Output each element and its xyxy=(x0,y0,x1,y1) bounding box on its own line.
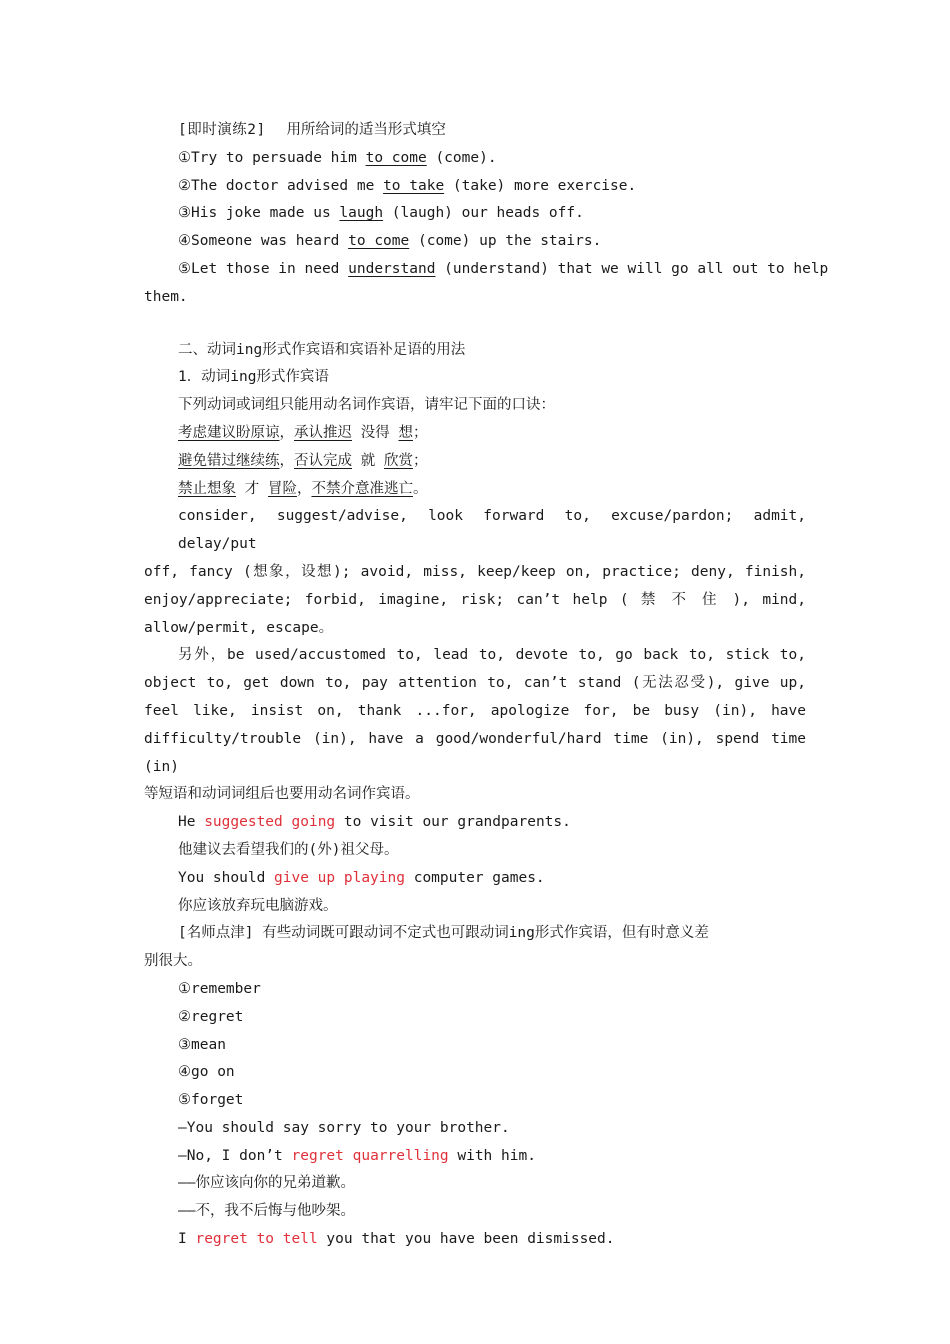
phrases-paragraph-line: object to, get down to, pay attention to, can’t stand (无法忍受), give up, xyxy=(144,675,806,692)
dialog-line xyxy=(144,1170,806,1198)
item-text: (come). xyxy=(426,149,497,166)
example-translation: 你应该放弃玩电脑游戏。 xyxy=(178,897,338,914)
rhyme-phrase: 冒险 xyxy=(267,480,297,497)
verb-list-item: ④go on xyxy=(178,1064,235,1081)
phrases-paragraph-line: 另外，be used/accustomed to, lead to, devote to, go back to, stick to, xyxy=(178,647,806,664)
item-text: (take) more exercise. xyxy=(444,177,637,194)
rhyme-sep: ， xyxy=(279,424,294,441)
verb-list-item: ①remember xyxy=(178,980,261,997)
rhyme-phrase: 欣赏 xyxy=(383,452,413,469)
item-text: (come) up the stairs. xyxy=(409,233,602,250)
practice-item-5 xyxy=(144,256,829,284)
verb-list-item: ②regret xyxy=(178,1008,244,1025)
verbs-paragraph-line: enjoy/appreciate; forbid, imagine, risk; can’t help ( 禁 不 住 ), mind, xyxy=(144,591,806,608)
rhyme-phrase: 想 xyxy=(398,424,413,441)
item-answer: understand xyxy=(348,260,436,277)
item-answer: to come xyxy=(365,149,427,166)
verb-list-item: ⑤forget xyxy=(178,1092,244,1109)
dialog-highlight: regret quarrelling xyxy=(291,1147,449,1164)
item-text: (understand) that we will go all out to help xyxy=(435,260,829,277)
practice-item-5-cont: them. xyxy=(144,288,188,305)
example-text: to visit our grandparents. xyxy=(335,814,571,831)
phrases-paragraph-line: feel like, insist on, thank ...for, apologize for, be busy (in), have xyxy=(144,702,806,719)
phrases-paragraph-line: difficulty/trouble (in), have a good/wonderful/hard time (in), spend time (in) xyxy=(144,730,806,775)
rhyme-sep: ， xyxy=(296,480,312,497)
verb-list-item: ③mean xyxy=(178,1036,226,1053)
intro-text: 下列动词或词组只能用动名词作宾语，请牢记下面的口诀： xyxy=(178,397,555,414)
tip-line-cont: 别很大。 xyxy=(144,953,202,970)
practice-item-2 xyxy=(144,173,806,201)
example-text: You should xyxy=(178,869,275,886)
dialog-text: —You should say sorry to your brother. xyxy=(178,1119,510,1136)
dialog-text: ——你应该向你的兄弟道歉。 xyxy=(178,1175,355,1192)
verbs-paragraph-line: allow/permit, escape。 xyxy=(144,619,334,636)
dialog-line xyxy=(144,1226,806,1254)
rhyme-phrase: 不禁介意准逃亡 xyxy=(311,480,413,497)
item-number: ① xyxy=(178,149,191,166)
practice-item-1 xyxy=(144,145,806,173)
item-text: The doctor advised me xyxy=(191,177,384,194)
document-page xyxy=(144,117,829,1254)
dialog-text: —No, I don’t xyxy=(178,1147,292,1164)
rhyme-phrase: 禁止想象 xyxy=(178,480,236,497)
verbs-paragraph-line: off, fancy (想象，设想); avoid, miss, keep/keep on, practice; deny, finish, xyxy=(144,563,806,580)
dialog-text: you that you have been dismissed. xyxy=(317,1231,615,1248)
rhyme-sep: 没得 xyxy=(352,424,399,441)
item-text: His joke made us xyxy=(191,205,340,222)
example-sentence xyxy=(144,865,806,893)
dialog-text: with him. xyxy=(448,1147,536,1164)
rhyme-phrase: 考虑建议盼原谅 xyxy=(178,424,280,441)
example-highlight: give up playing xyxy=(274,869,405,886)
verbs-paragraph-line: consider, suggest/advise, look forward to, excuse/pardon; admit, delay/put xyxy=(178,508,806,553)
rhyme-phrase: 承认推迟 xyxy=(294,424,352,441)
rhyme-sep: ； xyxy=(412,452,428,469)
practice-tag: [即时演练2] xyxy=(178,122,266,138)
rhyme-phrase: 避免错过继续练 xyxy=(178,452,280,469)
tip-tag: [名师点津] xyxy=(178,925,254,942)
item-number: ② xyxy=(178,177,191,194)
dialog-line xyxy=(144,1143,806,1171)
rhyme-line xyxy=(144,448,806,476)
dialog-line xyxy=(144,1198,806,1226)
practice-item-3 xyxy=(144,200,806,228)
tip-line xyxy=(144,920,806,948)
section-heading: 二、动词ing形式作宾语和宾语补足语的用法 xyxy=(178,341,466,358)
example-highlight: suggested going xyxy=(204,814,336,831)
item-text: (laugh) our heads off. xyxy=(383,205,584,222)
dialog-highlight: regret to tell xyxy=(195,1231,318,1248)
item-number: ③ xyxy=(178,205,191,222)
rhyme-sep: 。 xyxy=(412,480,428,497)
dialog-text: I xyxy=(178,1231,196,1248)
dialog-line xyxy=(144,1115,806,1143)
rhyme-sep: 才 xyxy=(236,480,268,497)
dialog-text: ——不，我不后悔与他吵架。 xyxy=(178,1203,355,1220)
rhyme-line xyxy=(144,420,806,448)
item-text: Try to persuade him xyxy=(191,149,366,166)
item-text: Someone was heard xyxy=(191,233,349,250)
rhyme-sep: ， xyxy=(279,452,294,469)
subsection-heading: 1．动词ing形式作宾语 xyxy=(178,369,329,386)
example-text: He xyxy=(178,814,205,831)
example-translation: 他建议去看望我们的(外)祖父母。 xyxy=(178,841,399,858)
item-answer: laugh xyxy=(339,205,384,222)
tip-text: 有些动词既可跟动词不定式也可跟动词ing形式作宾语，但有时意义差 xyxy=(253,925,709,942)
item-answer: to take xyxy=(383,177,445,194)
practice-header xyxy=(144,117,806,145)
item-number: ⑤ xyxy=(178,260,191,277)
rhyme-sep: ； xyxy=(412,424,428,441)
example-text: computer games. xyxy=(404,869,545,886)
item-text: Let those in need xyxy=(191,260,349,277)
rhyme-line xyxy=(144,476,806,504)
item-answer: to come xyxy=(348,233,410,250)
rhyme-phrase: 否认完成 xyxy=(294,452,352,469)
practice-item-4 xyxy=(144,228,806,256)
phrases-paragraph-line: 等短语和动词词组后也要用动名词作宾语。 xyxy=(144,786,420,803)
item-number: ④ xyxy=(178,233,191,250)
practice-instruction: 用所给词的适当形式填空 xyxy=(286,122,446,138)
rhyme-sep: 就 xyxy=(352,452,384,469)
example-sentence xyxy=(144,809,806,837)
